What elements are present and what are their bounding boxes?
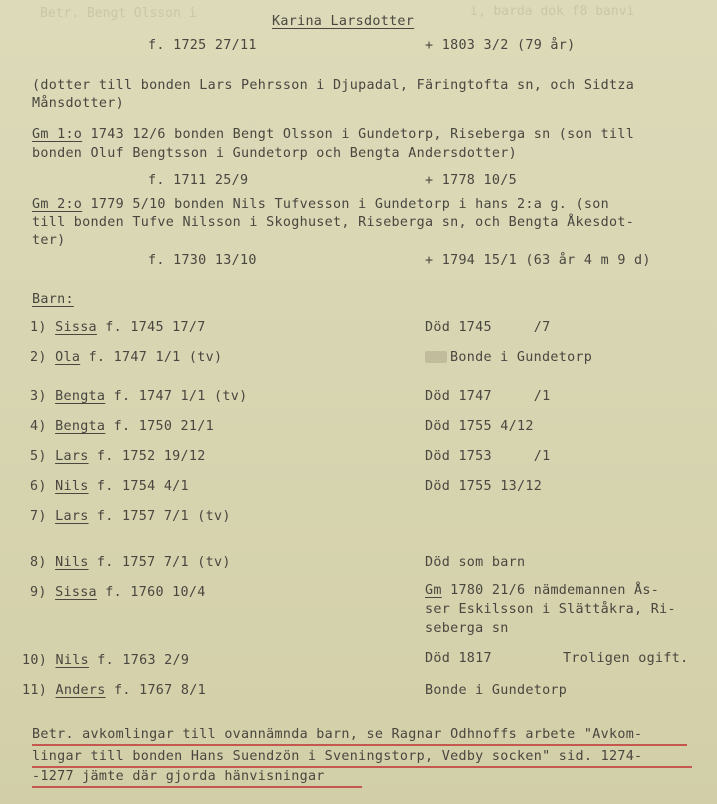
child-note: Död 1745 /7 xyxy=(425,320,551,335)
list-item xyxy=(30,555,231,571)
list-item xyxy=(30,509,231,525)
list-item xyxy=(30,479,189,495)
child-note: Död 1755 13/12 xyxy=(425,479,543,494)
child-birth: f. 1763 2/9 xyxy=(88,653,190,668)
spouse1-death: + 1778 10/5 xyxy=(425,173,517,188)
child-name: Nils xyxy=(55,479,89,494)
child-note: seberga sn xyxy=(425,621,509,636)
spouse1-birth: f. 1711 25/9 xyxy=(148,173,249,188)
spouse2-birth: f. 1730 13/10 xyxy=(148,253,257,268)
spouse2-death: + 1794 15/1 (63 år 4 m 9 d) xyxy=(425,253,651,268)
red-underline xyxy=(32,786,362,788)
child-number: 1) xyxy=(30,320,47,335)
child-number: 7) xyxy=(30,509,47,524)
children-heading: Barn: xyxy=(32,292,74,307)
child-name: Lars xyxy=(55,509,89,524)
child-number: 10) xyxy=(22,653,48,668)
child-note: Bonde i Gundetorp xyxy=(425,683,568,698)
parents-line: (dotter till bonden Lars Pehrsson i Djupadal, Färingtofta sn, och Sidtza xyxy=(32,78,635,93)
child-birth: f. 1747 1/1 (tv) xyxy=(105,389,248,404)
child-name: Lars xyxy=(55,449,89,464)
child-note: Död som barn xyxy=(425,555,526,570)
child-note: Död 1817 xyxy=(425,651,492,666)
list-item xyxy=(30,449,206,465)
child-name: Sissa xyxy=(55,585,97,600)
child-note: Död 1747 /1 xyxy=(425,389,551,404)
child-birth: f. 1745 17/7 xyxy=(96,320,206,335)
child-name: Sissa xyxy=(55,320,97,335)
spouse1-line xyxy=(32,127,634,143)
document-page: Betr. Bengt Olsson i i, barda dok f8 banvi Karina Larsdotter f. 1725 27/11 + 1803 3/2 (79 år) (dotter till bonden Lars Pehrsson i Djupadal, Färingtofta sn, och Sidtza Månsdotter) Gm 1:o 1743 12/6 bonden Bengt Olsson i Gundetorp, Riseberga sn (son till bonden Oluf Bengtsson i Gundetorp och Bengta Andersdotter) f. 1711 25/9 + 1778 10/5 Gm 2:o 1779 5/10 bonden Nils Tufvesson i Gundetorp i hans 2:a g. (son till bonden Tufve Nilsson i Skoghuset, Riseberga sn, och Bengta Åkesdot- ter) f. 1730 13/10 + 1794 15/1 (63 år 4 m 9 d) Barn: 1) Sissa f. 1745 17/7 Död 1745 /7 2) Ola f. 1747 1/1 (tv) Bonde i Gundetorp 3) Bengta f. 1747 1/1 (tv) Död 1747 /1 4) Bengta f. 1750 21/1 Död 1755 4/12 5) Lars f. 1752 19/12 Död 1753 /1 6) Nils f. 1754 4/1 Död 1755 13/12 7) Lars f. 1757 7/1 (tv) 8) Nils f. 1757 7/1 (tv) Död som barn 9) Sissa f. 1760 10/4 Gm 1780 21/6 nämdemannen Ås- ser Eskilsson i Slättåkra, Ri- seberga sn 10) Nils f. 1763 2/9 Död 1817 Troligen ogift. 11) Anders f. 1767 8/1 Bonde i Gundetorp Betr. avkomlingar till ovannämnda barn, se Ragnar Odhnoffs arbete "Avkom- lingar till bonden Hans Suendzön i Sveningstorp, Vedby socken" sid. 1274- -1277 jämte där gjorda hänvisningar xyxy=(0,0,717,804)
child-number: 2) xyxy=(30,350,47,365)
list-item xyxy=(22,653,189,669)
child-name: Nils xyxy=(55,555,89,570)
child-number: 4) xyxy=(30,419,47,434)
child-number: 11) xyxy=(22,683,48,698)
spouse2-line: till bonden Tufve Nilsson i Skoghuset, Riseberga sn, och Bengta Åkesdot- xyxy=(32,215,635,230)
child-name: Bengta xyxy=(55,419,106,434)
spouse2-line xyxy=(32,197,609,213)
red-underline xyxy=(32,744,687,746)
child-number: 3) xyxy=(30,389,47,404)
spouse1-label: Gm 1:o xyxy=(32,127,83,142)
list-item xyxy=(30,389,247,405)
main-death: + 1803 3/2 (79 år) xyxy=(425,38,576,53)
ink-smudge xyxy=(425,351,447,363)
spouse1-line: bonden Oluf Bengtsson i Gundetorp och Bengta Andersdotter) xyxy=(32,146,517,161)
child-birth: f. 1750 21/1 xyxy=(105,419,214,434)
child-note: Bonde i Gundetorp xyxy=(450,350,593,365)
child-birth: f. 1747 1/1 (tv) xyxy=(80,350,223,365)
child-number: 9) xyxy=(30,585,47,600)
spouse2-line: ter) xyxy=(32,233,66,248)
spouse2-label: Gm 2:o xyxy=(32,197,83,212)
footer-line: Betr. avkomlingar till ovannämnda barn, se Ragnar Odhnoffs arbete "Avkom- xyxy=(32,727,643,742)
child-birth: f. 1767 8/1 xyxy=(105,683,206,698)
list-item xyxy=(30,585,206,601)
child-birth: f. 1752 19/12 xyxy=(88,449,206,464)
page-title: Karina Larsdotter xyxy=(272,14,415,29)
list-item xyxy=(30,350,222,366)
child-name: Nils xyxy=(55,653,89,668)
child-note: ser Eskilsson i Slättåkra, Ri- xyxy=(425,602,676,617)
list-item xyxy=(30,419,214,435)
child-birth: f. 1757 7/1 (tv) xyxy=(88,555,231,570)
child-name: Bengta xyxy=(55,389,106,404)
main-birth: f. 1725 27/11 xyxy=(148,38,257,53)
list-item xyxy=(30,320,206,336)
list-item xyxy=(22,683,206,699)
child-number: 6) xyxy=(30,479,47,494)
child-note-label: Gm xyxy=(425,583,442,598)
child-name: Anders xyxy=(55,683,106,698)
child-note: Död 1753 /1 xyxy=(425,449,551,464)
child-number: 5) xyxy=(30,449,47,464)
child-number: 8) xyxy=(30,555,47,570)
child-name: Ola xyxy=(55,350,81,365)
child-note-extra: Troligen ogift. xyxy=(563,651,689,666)
child-note-text: 1780 21/6 nämdemannen Ås- xyxy=(441,583,660,598)
child-note: Död 1755 4/12 xyxy=(425,419,534,434)
spouse1-text: 1743 12/6 bonden Bengt Olsson i Gundetorp, Riseberga sn (son till xyxy=(82,127,635,142)
child-birth: f. 1757 7/1 (tv) xyxy=(88,509,231,524)
parents-line: Månsdotter) xyxy=(32,96,124,111)
footer-line: lingar till bonden Hans Suendzön i Sveningstorp, Vedby socken" sid. 1274- xyxy=(32,749,643,764)
spouse2-text: 1779 5/10 bonden Nils Tufvesson i Gundetorp i hans 2:a g. (son xyxy=(82,197,609,212)
red-underline xyxy=(32,766,692,768)
child-birth: f. 1754 4/1 xyxy=(88,479,189,494)
child-note xyxy=(425,583,659,599)
child-birth: f. 1760 10/4 xyxy=(96,585,206,600)
footer-line: -1277 jämte där gjorda hänvisningar xyxy=(32,769,325,784)
